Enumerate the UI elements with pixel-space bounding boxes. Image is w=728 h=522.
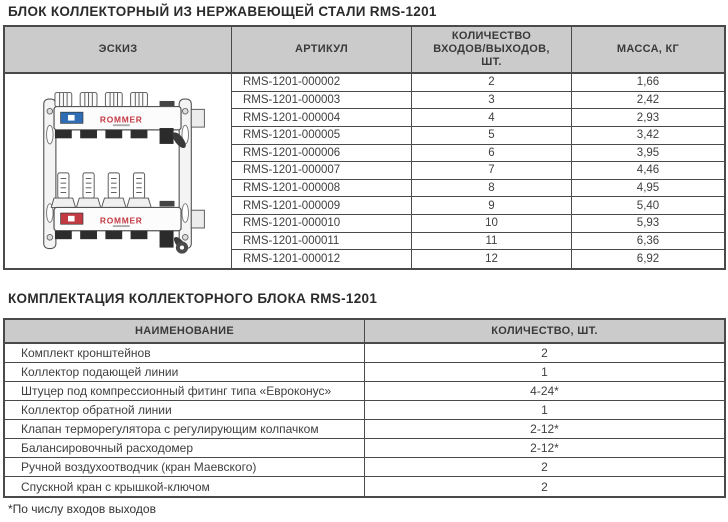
article-cell: RMS-1201-000010 — [232, 215, 412, 232]
table-row — [5, 477, 724, 496]
component-name-cell: Клапан терморегулятора с регулирующим колпачком — [5, 420, 365, 438]
outlets-cell: 5 — [412, 127, 572, 144]
article-cell: RMS-1201-000003 — [232, 92, 412, 109]
component-name-cell: Балансировочный расходомер — [5, 439, 365, 457]
table-row — [5, 363, 724, 382]
mass-cell: 3,95 — [636, 146, 660, 159]
outlets-cell: 3 — [412, 92, 572, 109]
table-row — [232, 197, 724, 215]
section-title-products: БЛОК КОЛЛЕКТОРНЫЙ ИЗ НЕРЖАВЕЮЩЕЙ СТАЛИ RMS-1201 — [8, 4, 437, 19]
component-qty-cell: 2-12* — [530, 441, 559, 455]
valve-caps-icon — [55, 93, 147, 107]
table-row — [232, 162, 724, 180]
component-name-cell: Коллектор обратной линии — [5, 401, 365, 419]
component-qty-cell: 2 — [541, 460, 548, 474]
component-qty-cell: 1 — [541, 403, 548, 417]
table-row — [5, 458, 724, 477]
mass-cell: 5,40 — [636, 199, 660, 212]
header-article: АРТИКУЛ — [232, 27, 412, 72]
outlets-cell: 12 — [412, 250, 572, 268]
outlets-cell: 2 — [412, 74, 572, 91]
article-cell: RMS-1201-000005 — [232, 127, 412, 144]
manifold-sketch-cell — [5, 74, 232, 268]
products-table-body — [5, 74, 724, 268]
components-table — [3, 318, 726, 498]
products-table-header-row — [5, 27, 724, 74]
components-table-header-row — [5, 320, 724, 344]
article-cell: RMS-1201-000009 — [232, 197, 412, 214]
table-row — [232, 180, 724, 198]
outlets-cell: 9 — [412, 197, 572, 214]
table-row — [232, 127, 724, 145]
table-row — [5, 401, 724, 420]
mass-cell: 3,42 — [636, 129, 660, 142]
article-cell: RMS-1201-000012 — [232, 250, 412, 268]
manifold-sketch-image — [12, 80, 224, 262]
component-name-cell: Комплект кронштейнов — [5, 344, 365, 362]
brand-logo-bottom: ROMMER — [99, 215, 143, 226]
mass-cell: 2,93 — [636, 111, 660, 124]
footnote: *По числу входов выходов — [8, 502, 156, 516]
outlets-cell: 7 — [412, 162, 572, 179]
component-name-cell: Штуцер под компрессионный фитинг типа «Евроконус» — [5, 382, 365, 400]
header-sketch: ЭСКИЗ — [5, 27, 232, 72]
table-row — [232, 233, 724, 251]
bottom-outlet-stubs-icon — [55, 231, 147, 239]
outlets-cell: 11 — [412, 233, 572, 250]
components-rows — [5, 344, 724, 496]
article-cell: RMS-1201-000006 — [232, 145, 412, 162]
mass-cell: 6,92 — [636, 253, 660, 266]
article-cell: RMS-1201-000002 — [232, 74, 412, 91]
mass-cell: 4,46 — [636, 164, 660, 177]
table-row — [232, 215, 724, 233]
outlets-cell: 10 — [412, 215, 572, 232]
flow-meters-icon — [51, 173, 151, 208]
air-vent-icon — [160, 101, 175, 107]
table-row — [232, 250, 724, 268]
header-outlets-count: КОЛИЧЕСТВО ВХОДОВ/ВЫХОДОВ, ШТ. — [412, 27, 572, 72]
component-qty-cell: 2-12* — [530, 422, 559, 436]
brand-logo-top: ROMMER — [99, 114, 143, 125]
header-component-qty: КОЛИЧЕСТВО, ШТ. — [491, 324, 598, 337]
outlets-cell: 8 — [412, 180, 572, 197]
header-component-name: НАИМЕНОВАНИЕ — [5, 320, 365, 342]
outlets-cell: 6 — [412, 145, 572, 162]
component-qty-cell: 1 — [541, 365, 548, 379]
article-cell: RMS-1201-000008 — [232, 180, 412, 197]
component-qty-cell: 2 — [541, 346, 548, 360]
table-row — [232, 74, 724, 92]
table-row — [5, 439, 724, 458]
table-row — [5, 382, 724, 401]
table-row — [5, 420, 724, 439]
products-rows — [232, 74, 724, 268]
air-vent-icon — [160, 201, 175, 207]
article-cell: RMS-1201-000011 — [232, 233, 412, 250]
article-cell: RMS-1201-000004 — [232, 109, 412, 126]
section-title-components: КОМПЛЕКТАЦИЯ КОЛЛЕКТОРНОГО БЛОКА RMS-1201 — [8, 291, 378, 306]
table-row — [232, 109, 724, 127]
table-row — [232, 145, 724, 163]
component-name-cell: Коллектор подающей линии — [5, 363, 365, 381]
component-qty-cell: 2 — [541, 479, 548, 494]
mass-cell: 6,36 — [636, 235, 660, 248]
products-table — [3, 25, 726, 270]
article-cell: RMS-1201-000007 — [232, 162, 412, 179]
mass-cell: 1,66 — [636, 76, 660, 89]
mass-cell: 4,95 — [636, 182, 660, 195]
component-name-cell: Ручной воздухоотводчик (кран Маевского) — [5, 458, 365, 476]
header-mass: МАССА, КГ — [616, 43, 680, 55]
table-row — [232, 92, 724, 110]
mass-cell: 5,93 — [636, 217, 660, 230]
component-qty-cell: 4-24* — [530, 384, 559, 398]
mass-cell: 2,42 — [636, 93, 660, 106]
outlets-cell: 4 — [412, 109, 572, 126]
top-outlet-stubs-icon — [55, 130, 147, 138]
component-name-cell: Спускной кран с крышкой-ключом — [5, 477, 365, 496]
table-row — [5, 344, 724, 363]
